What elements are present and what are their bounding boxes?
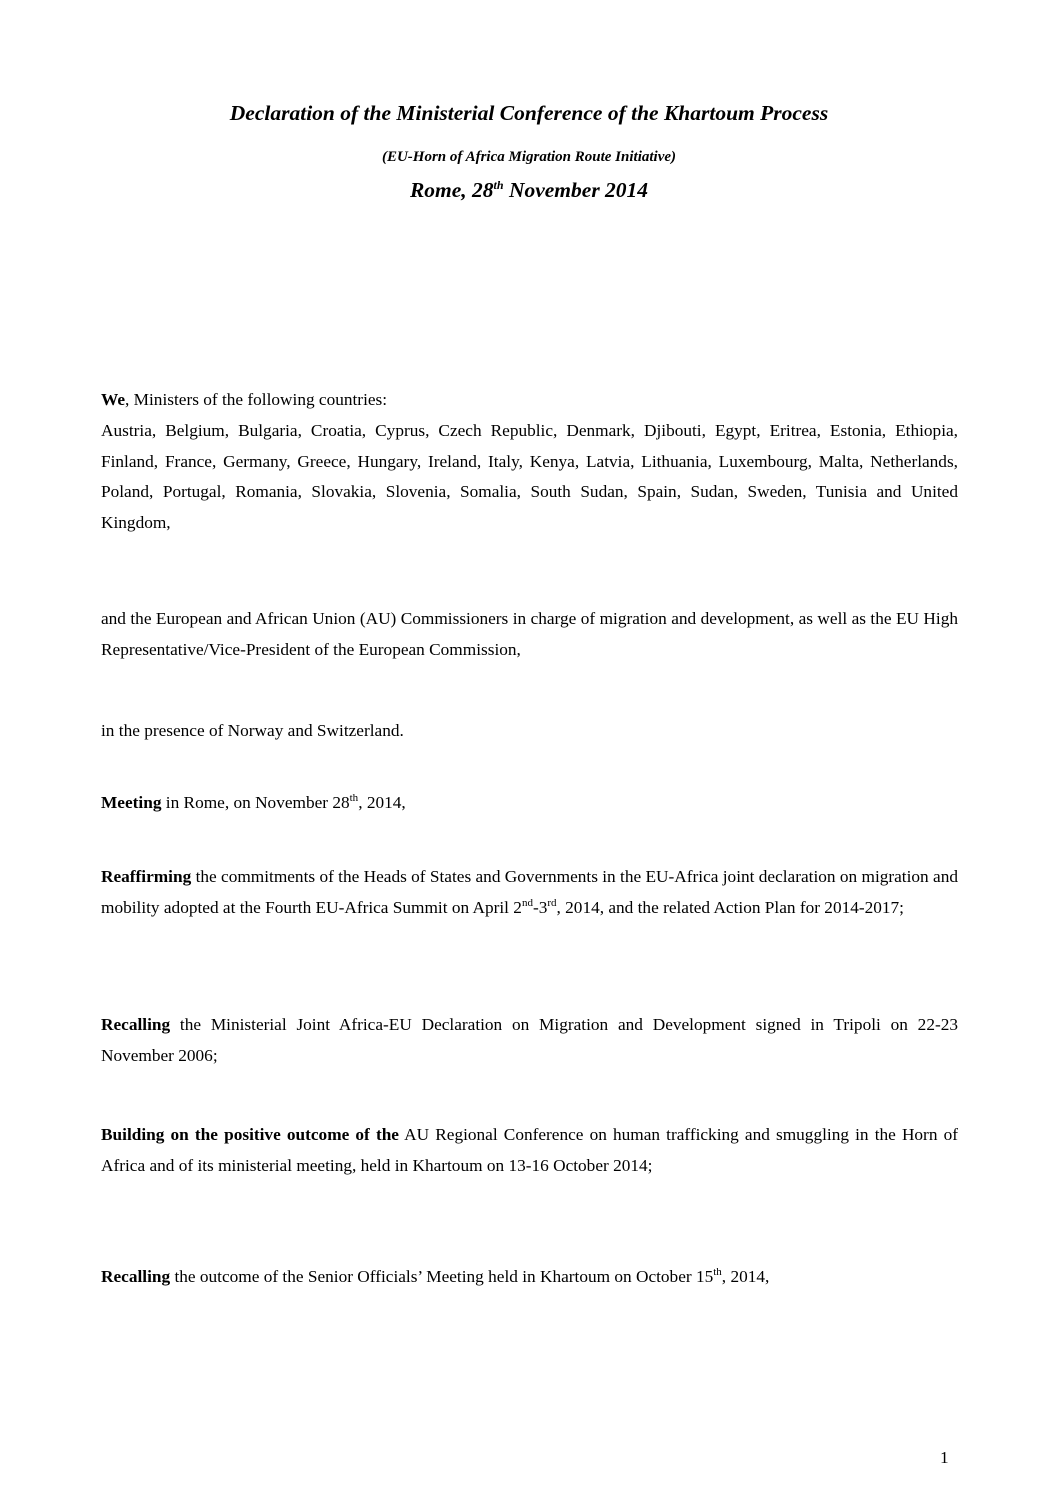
paragraph-reaffirming-text-a: the commitments of the Heads of States and Governments in the EU-Africa joint declaration on migration and mobility adopted at the Fourth EU-Africa Summit on April 2 <box>101 867 958 917</box>
dateline-superscript: th <box>493 177 504 192</box>
paragraph-recalling-1-bold: Recalling <box>101 1015 171 1034</box>
paragraph-recalling-2 <box>101 1262 958 1293</box>
paragraph-recalling-2-superscript: th <box>713 1266 722 1279</box>
paragraph-meeting-text-a: in Rome, on November 28 <box>161 793 350 812</box>
paragraph-meeting-bold: Meeting <box>101 793 162 812</box>
paragraph-reaffirming <box>101 862 958 923</box>
paragraph-meeting-superscript: th <box>349 792 359 805</box>
document-dateline <box>0 178 1058 203</box>
paragraph-reaffirming-superscript-2: rd <box>547 896 557 909</box>
paragraph-building-text: AU Regional Conference on human trafficking and smuggling in the Horn of Africa and of its ministerial meeting, held in Khartoum on 13-16 October 2014; <box>101 1125 958 1175</box>
document-title: Declaration of the Ministerial Conference of the Khartoum Process <box>229 101 829 125</box>
paragraph-recalling-2-text-b: , 2014, <box>721 1267 770 1286</box>
paragraph-presence: in the presence of Norway and Switzerland. <box>101 721 404 740</box>
paragraph-meeting <box>101 788 958 819</box>
paragraph-countries: Austria, Belgium, Bulgaria, Croatia, Cyprus, Czech Republic, Denmark, Djibouti, Egypt, Eritrea, Estonia, Ethiopia, Finland, France, Germany, Greece, Hungary, Ireland, Italy, Kenya, Latvia, Lithuania, Luxembourg, Malta, Netherlands, Poland, Portugal, Romania, Slovakia, Slovenia, Somalia, South Sudan, Spain, Sudan, Sweden, Tunisia and United Kingdom, <box>101 421 958 532</box>
paragraph-meeting-text-b: , 2014, <box>358 793 406 812</box>
dateline-prefix: Rome, 28 <box>409 178 494 202</box>
paragraph-we-text: , Ministers of the following countries: <box>125 390 388 409</box>
paragraph-recalling-2-bold: Recalling <box>101 1267 171 1286</box>
paragraph-eu-commissioners: and the European and African Union (AU) Commissioners in charge of migration and development, as well as the EU High Representative/Vice-President of the European Commission, <box>101 609 958 659</box>
document-subtitle: (EU-Horn of Africa Migration Route Initiative) <box>381 149 677 165</box>
paragraph-building <box>101 1120 958 1181</box>
paragraph-recalling-1 <box>101 1010 958 1071</box>
page-number: 1 <box>940 1448 949 1467</box>
paragraph-recalling-2-text-a: the outcome of the Senior Officials’ Meeting held in Khartoum on October 15 <box>170 1267 714 1286</box>
paragraph-we-bold: We <box>101 390 125 409</box>
paragraph-building-bold: Building on the positive outcome of the <box>101 1125 399 1144</box>
dateline-suffix: November 2014 <box>503 178 649 202</box>
paragraph-we <box>101 385 958 416</box>
paragraph-reaffirming-text-mid: -3 <box>532 897 548 917</box>
paragraph-reaffirming-bold: Reaffirming <box>101 867 192 886</box>
paragraph-reaffirming-text-b: , 2014, and the related Action Plan for 2014-2017; <box>556 897 904 917</box>
paragraph-recalling-1-text: the Ministerial Joint Africa-EU Declaration on Migration and Development signed in Tripoli on 22-23 November 2006; <box>101 1015 958 1065</box>
paragraph-reaffirming-superscript-1: nd <box>521 896 533 909</box>
